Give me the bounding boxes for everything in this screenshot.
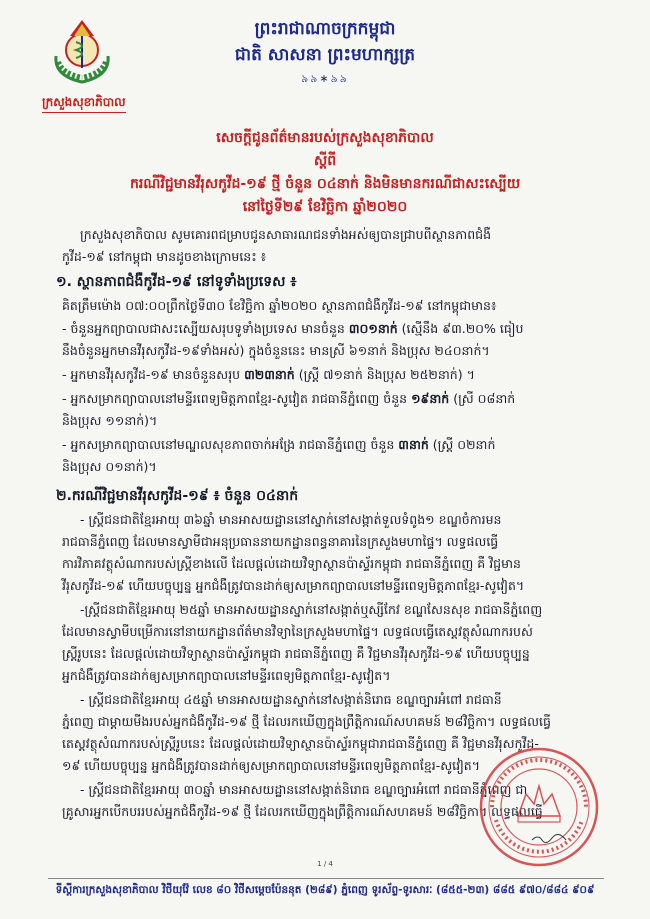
case-1-line-1: - ស្រ្តីជនជាតិខ្មែរអាយុ ៣៦ឆ្នាំ មានអាសយដ្ឋាននៅស្នាក់នៅសង្កាត់ទួលទំពូង១ ខណ្ឌចំការមន: [80, 512, 502, 527]
case-2-line-4: អ្នកជំងឺត្រូវបានដាក់ឲ្យសម្រាកព្យាបាលនៅមន្ទីរពេទ្យមិត្តភាពខ្មែរ-សូវៀត។: [62, 668, 391, 683]
press-release-title: សេចក្ដីជូនព័ត៌មានរបស់ក្រសួងសុខាភិបាល: [216, 130, 434, 146]
recovered-bullet-cont: នឹងចំនួនអ្នកមានវីរុសកូវីដ-១៩ទាំងអស់) ក្នុងចំនួននេះ មានស្រី ៦១នាក់ និងប្រុស ២៤០នាក់។: [62, 343, 490, 358]
case-4-line-2: គ្រូសារអ្នកបើកបររបស់អ្នកជំងឺកូវីដ-១៩ ថ្មី ដែលរកឃើញក្នុងព្រឹត្តិការណ៍សហគមន៍ ២៨វិច្ឆិកា។ លទ្ធផលធ្វើ: [62, 804, 543, 819]
section-2-heading: ២.ករណីវិជ្ជមានវីរុសកូវីដ-១៩ ៖ ចំនួន ០៤នាក់: [56, 488, 299, 504]
total-cases-count: ៣២៣នាក់: [244, 367, 295, 382]
recovered-bullet: - ចំនួនអ្នកព្យាបាលជាសះស្បើយសរុបទូទាំងប្រទេស មានចំនួន ៣០១នាក់ (ស្មើនឹង ៩៣.២០% ធៀប: [62, 321, 524, 336]
case-4-line-1: - ស្រ្តីជនជាតិខ្មែរអាយុ ៣០ឆ្នាំ មានអាសយដ្ឋាននៅសង្កាត់និរោធ ខណ្ឌច្បារអំពៅ រាជធានីភ្នំពេញ ជា: [80, 782, 528, 797]
total-cases-bullet: - អ្នកមានវីរុសកូវីដ-១៩ មានចំនួនសរុប ៣២៣នាក់ (ស្រ្តី ៧១នាក់ និងប្រុស ២៥២នាក់) ។: [62, 367, 475, 382]
case-1-line-4: វីរុសកូវីដ-១៩ ហើយបច្ចុប្បន្ន អ្នកជំងឺត្រូវបានដាក់ឲ្យសម្រាកព្យាបាលនៅមន្ទីរពេទ្យមិត្តភាពខ្មែរ-សូវៀត។: [62, 578, 525, 593]
page-number: 1 / 4: [317, 860, 333, 868]
intro-line-1: ក្រសួងសុខាភិបាល សូមគោរពជម្រាបជូនសាធារណជនទាំងអស់ឲ្យបានជ្រាបពីស្ថានភាពជំងឺ: [80, 227, 492, 242]
case-3-line-3: តេស្តវត្ថុសំណាករបស់ស្ត្រីរូបនេះ ដែលផ្តល់ដោយវិទ្យាស្ថានប៉ាស្ទ័រកម្ពុជារាជធានីភ្នំពេញ គឺ វិជ្ជមានវីរុសកូវីដ-: [62, 736, 539, 751]
case-3-line-1: - ស្ត្រីជនជាតិខ្មែរអាយុ ៤៥ឆ្នាំ មានអាសយដ្ឋានស្នាក់នៅសង្កាត់និរោធ ខណ្ឌច្បារអំពៅ រាជធានី: [80, 692, 502, 707]
title-subject: ករណីវិជ្ជមានវីរុសកូវីដ-១៩ ថ្មី ចំនួន ០៤នាក់ និងមិនមានករណីជាសះស្បើយ: [129, 176, 521, 192]
chak-angre-count: ៣នាក់: [398, 437, 429, 452]
khmer-soviet-count: ១៩នាក់: [411, 391, 450, 406]
section-1-as-of: គិតត្រឹមម៉ោង ០៧:០០ព្រឹកថ្ងៃទី៣០ ខែវិច្ឆិកា ឆ្នាំ២០២០ ស្ថានភាពជំងឺកូវីដ-១៩ នៅកម្ពុជាមាន៖: [62, 298, 497, 313]
intro-line-2: កូវីដ-១៩ នៅកម្ពុជា មានដូចខាងក្រោមនេះ ៖: [62, 249, 267, 264]
chak-angre-bullet: - អ្នកសម្រាកព្យាបាលនៅមណ្ឌលសុខភាពចាក់អង្រែ រាជធានីភ្នំពេញ ចំនួន ៣នាក់ (ស្ត្រី ០២នាក់: [62, 437, 496, 452]
case-2-line-1: -ស្រ្តីជនជាតិខ្មែរអាយុ ២៥ឆ្នាំ មានអាសយដ្ឋានស្នាក់នៅសង្កាត់ឬស្សីកែវ ខណ្ឌសែនសុខ រាជធានីភ្នំពេញ: [80, 602, 543, 617]
case-3-line-2: ភ្នំពេញ ជាម្តាយមីងរបស់អ្នកជំងឺកូវីដ-១៩ ថ្មី ដែលរកឃើញក្នុងព្រឹត្តិការណ៍សហគមន៍ ២៨វិច្ឆិកា។ លទ្ធផលធ្វើ: [62, 714, 551, 729]
ministry-label: ក្រសួងសុខាភិបាល: [42, 94, 126, 113]
footer-address: ទីស្តីការក្រសួងសុខាភិបាល វិថីយុវ៉ែ លេខ ៨០ វិថីសម្តេចប៉ែននុត (២៨៩) ភ្នំពេញ ទូរស័ព្ទ-ទូរសារៈ (៨៥៥-២៣) ៨៨៥ ៩៧០/៨៨៤ ៩០៩: [55, 884, 595, 896]
footer-divider: [48, 878, 604, 879]
new-cases-count: ចំនួន ០៤នាក់: [224, 488, 299, 504]
signature-mark: [530, 832, 570, 844]
title-regarding: ស្ដីពី: [313, 153, 337, 169]
case-2-line-2: ដែលមានស្វាមីបម្រើការនៅនាយកដ្ឋានព័ត៌មានវិទ្យានៃក្រសួងមហាផ្ទៃ។ លទ្ធផលធ្វើតេស្តវត្ថុសំណាករបស់: [62, 624, 533, 639]
header-ornament: ৯৯∗৯৯: [301, 72, 349, 85]
title-date: នៅថ្ងៃទី២៩ ខែវិច្ឆិកា ឆ្នាំ២០២០: [242, 199, 408, 215]
khmer-soviet-bullet: - អ្នកសម្រាកព្យាបាលនៅមន្ទីរពេទ្យមិត្តភាពខ្មែរ-សូវៀត រាជធានីភ្នំពេញ ចំនួន ១៩នាក់ (ស្រី ០៨នាក់: [62, 391, 516, 406]
recovered-count: ៣០១នាក់: [348, 321, 398, 336]
section-1-heading: ១. ស្ថានភាពជំងឺកូវីដ-១៩ នៅទូទាំងប្រទេស ៖: [56, 274, 297, 290]
chak-angre-bullet-cont: និងប្រុស ០១នាក់)។: [62, 459, 157, 474]
national-motto: ជាតិ សាសនា ព្រះមហាក្សត្រ: [234, 45, 416, 65]
case-3-line-4: ១៩ ហើយបច្ចុប្បន្ន អ្នកជំងឺត្រូវបានដាក់ឲ្យសម្រាកព្យាបាលនៅមន្ទីរពេទ្យមិត្តភាពខ្មែរ-សូវៀត។: [62, 758, 480, 773]
case-1-line-3: ការវិភាគវត្ថុសំណាករបស់ស្ត្រីខាងលើ ដែលផ្តល់ដោយវិទ្យាស្ថានប៉ាស្ទ័រកម្ពុជា រាជធានីភ្នំពេញ គឺ វិជ្ជមាន: [62, 556, 521, 571]
official-seal-stamp: [478, 746, 600, 868]
khmer-soviet-bullet-cont: និងប្រុស ១១នាក់)។: [62, 413, 158, 428]
case-2-line-3: ស្ត្រីរូបនេះ ដែលផ្តល់ដោយវិទ្យាស្ថានប៉ាស្ទ័រកម្ពុជា រាជធានីភ្នំពេញ គឺ វិជ្ជមានវីរុសកូវីដ-១៩ ហើយបច្ចុប្បន្ន: [62, 646, 530, 661]
case-1-line-2: រាជធានីភ្នំពេញ ដែលមានស្វាមីជាអនុប្រធាននាយកដ្ឋានពន្ធនាគារនៃក្រសួងមហាផ្ទៃ។ លទ្ធផលធ្វើ: [62, 534, 499, 549]
kingdom-header: ព្រះរាជាណាចក្រកម្ពុជា: [254, 19, 396, 39]
